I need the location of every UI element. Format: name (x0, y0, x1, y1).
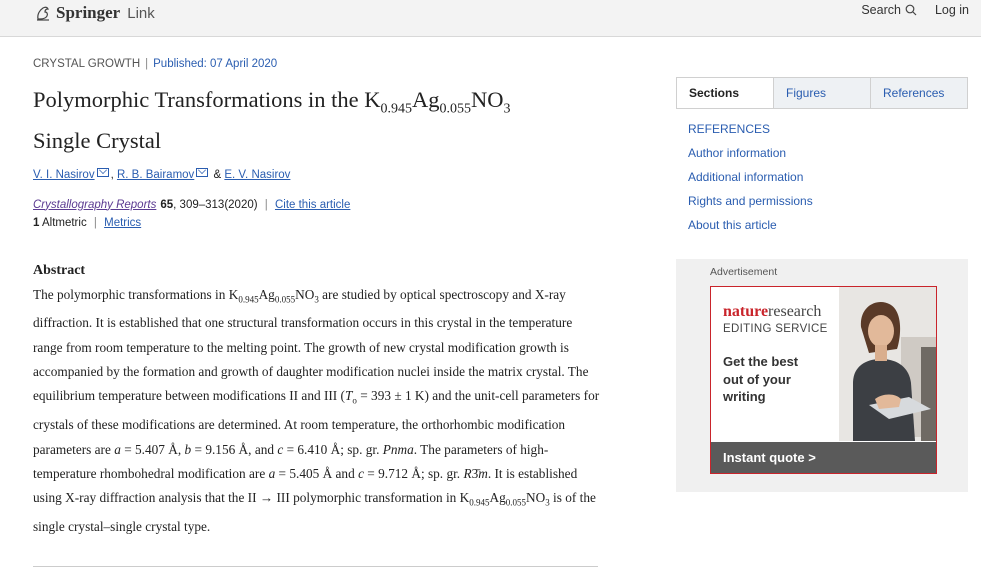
abstract-heading: Abstract (33, 262, 86, 278)
divider (33, 566, 598, 567)
pages: , 309–313(2020) (173, 198, 258, 211)
search-icon (905, 4, 917, 16)
tab-references[interactable]: References (870, 78, 967, 108)
envelope-icon[interactable] (97, 168, 109, 177)
logo-text-springer: Springer (56, 3, 121, 22)
search-button[interactable] (861, 3, 917, 17)
advertisement-box (676, 259, 968, 492)
springer-link-logo[interactable] (34, 0, 155, 26)
article-main (33, 58, 601, 539)
altmetric-label: Altmetric (41, 216, 87, 229)
journal-link[interactable]: Crystallography Reports (33, 198, 157, 211)
nature-research-logo: natureresearch (723, 303, 822, 320)
tab-figures[interactable]: Figures (773, 78, 870, 108)
envelope-icon[interactable] (196, 168, 208, 177)
author-list: V. I. Nasirov , R. B. Bairamov & E. V. Nasirov (33, 168, 291, 181)
metrics-link[interactable]: Metrics (104, 216, 142, 229)
tab-sections[interactable]: Sections (677, 78, 773, 108)
nature-research-ad[interactable] (710, 286, 937, 474)
altmetric-count: 1 (33, 216, 40, 229)
article-category: CRYSTAL GROWTH (33, 58, 141, 70)
volume: 65 (160, 198, 174, 211)
section-link-references[interactable]: REFERENCES (688, 122, 771, 136)
ad-headline: Get the best out of your writing (723, 354, 799, 404)
section-link-rights-permissions[interactable]: Rights and permissions (688, 194, 813, 208)
logo-text-link: Link (127, 4, 155, 22)
section-link-additional-information[interactable]: Additional information (688, 170, 804, 184)
cite-article-link[interactable]: Cite this article (274, 198, 351, 211)
instant-quote-button[interactable]: Instant quote > (711, 442, 936, 473)
author-link[interactable]: R. B. Bairamov (116, 168, 195, 181)
section-link-author-information[interactable]: Author information (688, 146, 787, 160)
author-link[interactable]: V. I. Nasirov (33, 168, 95, 181)
top-bar (0, 0, 981, 37)
advertisement-label: Advertisement (710, 266, 778, 278)
search-label: Search (861, 3, 901, 17)
login-link[interactable]: Log in (934, 3, 969, 17)
springer-horse-icon (34, 4, 52, 22)
journal-info: Crystallography Reports 65, 309–313(2020) | Cite this article (33, 198, 351, 211)
author-link[interactable]: E. V. Nasirov (224, 168, 291, 181)
ad-service-text: EDITING SERVICE (723, 323, 828, 335)
article-title: Polymorphic Transformations in the $K_{0.945}Ag_{0.055}NO_3$ Single Crystal (33, 87, 511, 153)
sections-tabs (676, 77, 968, 109)
section-list (676, 117, 968, 237)
sections-panel (676, 77, 968, 237)
section-link-about-article[interactable]: About this article (688, 218, 777, 232)
article-meta: CRYSTAL GROWTH | Published: 07 April 2020 (33, 58, 278, 70)
woman-at-laptop-photo (839, 287, 936, 441)
altmetric-line: 1 Altmetric | Metrics (33, 216, 142, 229)
abstract-text: The polymorphic transformations in $K_{0.945}Ag_{0.055}NO_3$ are studied by optical spectroscopy and X-ray diffraction. It is established that one structural transformation occurs in this crystal in the temperature range from room temperature to the melting point. The growth of new crystal modification growth is accompanied by the formation and growth of daughter modification nuclei inside the matrix crystal. The equilibrium temperature between modifications II and III ($T_o = 393 \pm 1$ K) and the unit-cell parameters for crystals of these modifications are determined. At room temperature, the orthorhombic modification parameters are a = 5.407 Å, b = 9.156 Å, and c = 6.410 Å; sp. gr. Pnma. The parameters of high-temperature rhombohedral modification are a = 5.405 Å and c = 9.712 Å; sp. gr. R3̄m. It is established using X-ray diffraction analysis that the II → III polymorphic transformation in $K_{0.945}Ag_{0.055}NO_3$ is of the single crystal–single crystal type. (33, 286, 600, 535)
published-date: Published: 07 April 2020 (153, 58, 278, 70)
